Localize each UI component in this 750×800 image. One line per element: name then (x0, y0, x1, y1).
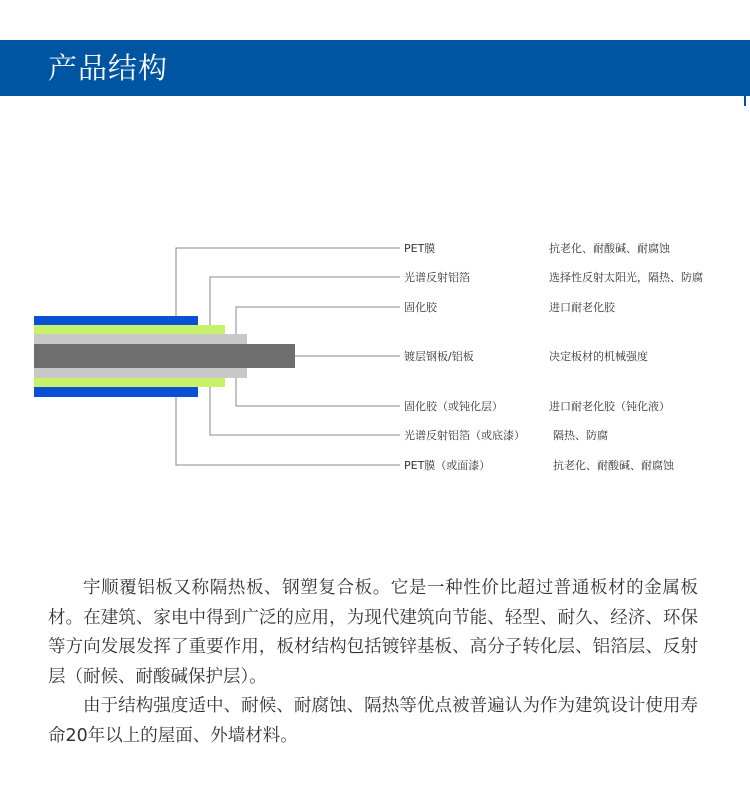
layer-bar-green-top (34, 325, 225, 334)
layer-function-reflective-foil-2: 隔热、防腐 (553, 429, 608, 442)
layer-bar-core (34, 344, 295, 368)
leader-line-reflective-foil-2 (210, 387, 400, 435)
layer-bar-gray-bottom (34, 368, 247, 378)
layer-name-core-plate: 镀层钢板/铝板 (404, 350, 474, 363)
layer-function-curing-glue-2: 进口耐老化胶（钝化液） (549, 400, 670, 413)
layer-name-curing-glue: 固化胶 (404, 301, 437, 314)
layer-bar-gray-top (34, 334, 247, 344)
layer-bar-green-bottom (34, 378, 225, 387)
layer-function-pet-film: 抗老化、耐酸碱、耐腐蚀 (549, 242, 670, 255)
layer-name-pet-film: PET膜 (404, 242, 436, 255)
section-title: 产品结构 (48, 51, 169, 85)
leader-line-reflective-foil (210, 277, 400, 325)
layer-name-pet-film-2: PET膜（或面漆） (404, 459, 491, 472)
leader-line-curing-glue-2 (236, 378, 400, 406)
layer-function-reflective-foil: 选择性反射太阳光，隔热、防腐 (549, 271, 703, 284)
layer-bar-blue-bottom (34, 387, 198, 397)
layer-name-curing-glue-2: 固化胶（或钝化层） (404, 400, 503, 413)
description-paragraph-2: 由于结构强度适中、耐候、耐腐蚀、隔热等优点被普遍认为作为建筑设计使用寿命20年以上的屋面、外墙材料。 (48, 696, 698, 746)
product-description (48, 574, 698, 751)
description-paragraph-1: 宇顺覆铝板又称隔热板、钢塑复合板。它是一种性价比超过普通板材的金属板材。在建筑、家电中得到广泛的应用，为现代建筑向节能、轻型、耐久、经济、环保等方向发展发挥了重要作用，板材结构包括镀锌基板、高分子转化层、铝箔层、反射层（耐候、耐酸碱保护层）。 (48, 578, 698, 687)
leader-line-curing-glue (236, 307, 400, 334)
layer-function-pet-film-2: 抗老化、耐酸碱、耐腐蚀 (553, 459, 674, 472)
layer-function-core-plate: 决定板材的机械强度 (549, 350, 648, 363)
layer-name-reflective-foil-2: 光谱反射铝箔（或底漆） (404, 429, 525, 442)
layer-bar-blue-top (34, 316, 198, 325)
layer-function-curing-glue: 进口耐老化胶 (549, 301, 615, 314)
layer-name-reflective-foil: 光谱反射铝箔 (404, 271, 470, 284)
